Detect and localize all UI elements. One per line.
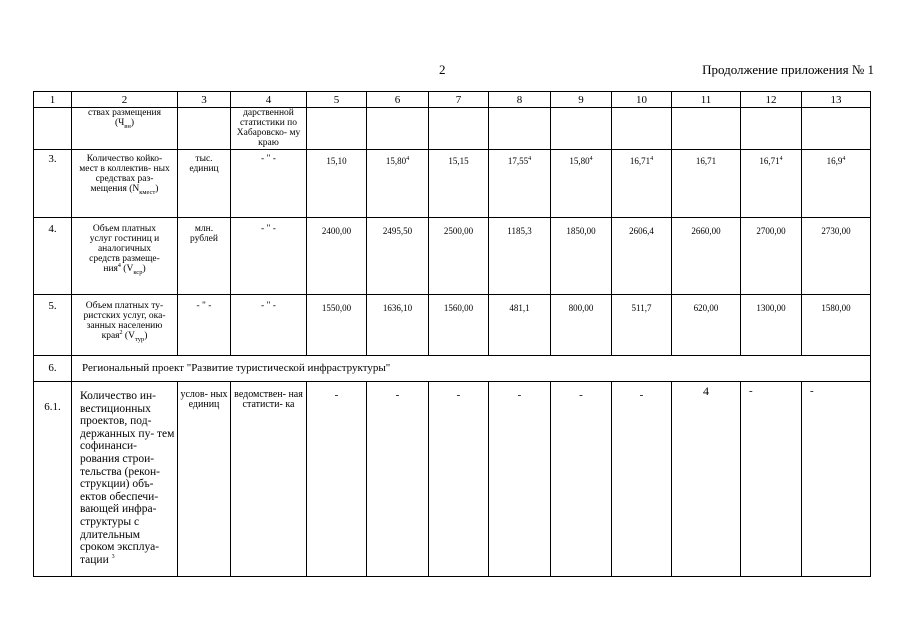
unit-cell: - " -	[178, 295, 231, 356]
description-cell: ствах размещения $(Ч_{вн})$	[72, 108, 178, 150]
value-cell: 2700,00	[741, 218, 802, 295]
value-cell	[429, 108, 489, 150]
column-number-row	[34, 92, 871, 108]
column-header: 9	[551, 92, 612, 108]
row-number-cell: 5.	[34, 295, 72, 356]
value-cell: 16,9$^4$	[802, 150, 871, 218]
unit-cell: тыс. единиц	[178, 150, 231, 218]
value-cell: 16,71$^4$	[612, 150, 672, 218]
value-cell: 2730,00	[802, 218, 871, 295]
description-cell: Объем платных ту- ристских услуг, ока- занных населению края$^2$ $(V_{тур})$	[72, 295, 178, 356]
value-cell: -	[551, 382, 612, 577]
value-cell: 17,55$^4$	[489, 150, 551, 218]
value-cell: -	[612, 382, 672, 577]
value-cell: 511,7	[612, 295, 672, 356]
value-cell: 16,71$^4$	[741, 150, 802, 218]
value-cell: 1550,00	[307, 295, 367, 356]
description-cell: Объем платных услуг гостиниц и аналогичных средств размеще- ния$^4$ $(V_{кср})$	[72, 218, 178, 295]
description-cell: Количество койко- мест в коллектив- ных средствах раз- мещения $(N_{кмест})$	[72, 150, 178, 218]
value-cell: 1560,00	[429, 295, 489, 356]
column-header: 12	[741, 92, 802, 108]
column-header: 3	[178, 92, 231, 108]
column-header: 13	[802, 92, 871, 108]
value-cell: -	[307, 382, 367, 577]
column-header: 4	[231, 92, 307, 108]
value-cell	[741, 108, 802, 150]
unit-cell: услов- ных единиц	[178, 382, 231, 577]
column-header: 10	[612, 92, 672, 108]
row-number-cell: 4.	[34, 218, 72, 295]
row-number-cell: 3.	[34, 150, 72, 218]
value-cell: -	[367, 382, 429, 577]
value-cell: 1636,10	[367, 295, 429, 356]
indicators-table	[33, 91, 871, 577]
table-row	[34, 108, 871, 150]
value-cell: 1850,00	[551, 218, 612, 295]
value-cell: 1300,00	[741, 295, 802, 356]
unit-cell	[178, 108, 231, 150]
table-row	[34, 218, 871, 295]
description-cell: Количество ин- вестиционных проектов, под- держанных пу- тем софинанси- рования строи- тельства (рекон- струкции) объ- ектов обеспечи- вающей инфра- структуры с длительным сроком эксплуа- тации $^3$	[72, 382, 178, 577]
column-header: 6	[367, 92, 429, 108]
value-cell: 15,10	[307, 150, 367, 218]
value-cell: 2400,00	[307, 218, 367, 295]
row-number-cell	[34, 108, 72, 150]
value-cell: -	[741, 382, 802, 577]
value-cell	[367, 108, 429, 150]
value-cell: 15,80$^4$	[551, 150, 612, 218]
value-cell	[551, 108, 612, 150]
page-number: 2	[439, 62, 446, 77]
section-title: Региональный проект "Развитие туристической инфраструктуры"	[72, 356, 871, 382]
table-row	[34, 382, 871, 577]
value-cell: -	[489, 382, 551, 577]
source-cell: ведомствен- ная статисти- ка	[231, 382, 307, 577]
source-cell: - " -	[231, 150, 307, 218]
value-cell: 2495,50	[367, 218, 429, 295]
unit-cell: млн. рублей	[178, 218, 231, 295]
column-header: 5	[307, 92, 367, 108]
value-cell: 800,00	[551, 295, 612, 356]
value-cell: 2500,00	[429, 218, 489, 295]
value-cell	[802, 108, 871, 150]
value-cell: 2606,4	[612, 218, 672, 295]
table-row	[34, 150, 871, 218]
row-number-cell: 6.	[34, 356, 72, 382]
value-cell: 1185,3	[489, 218, 551, 295]
value-cell: 1580,00	[802, 295, 871, 356]
value-cell: 15,80$^4$	[367, 150, 429, 218]
column-header: 1	[34, 92, 72, 108]
value-cell: -	[429, 382, 489, 577]
source-cell: - " -	[231, 218, 307, 295]
column-header: 2	[72, 92, 178, 108]
value-cell: 620,00	[672, 295, 741, 356]
value-cell: -	[802, 382, 871, 577]
column-header: 7	[429, 92, 489, 108]
value-cell	[489, 108, 551, 150]
value-cell: 2660,00	[672, 218, 741, 295]
continuation-label: Продолжение приложения № 1	[702, 62, 874, 77]
value-cell: 481,1	[489, 295, 551, 356]
column-header: 11	[672, 92, 741, 108]
value-cell: 15,15	[429, 150, 489, 218]
value-cell: 16,71	[672, 150, 741, 218]
column-header: 8	[489, 92, 551, 108]
value-cell	[307, 108, 367, 150]
source-cell: - " -	[231, 295, 307, 356]
value-cell: 4	[672, 382, 741, 577]
value-cell	[672, 108, 741, 150]
table-row	[34, 356, 871, 382]
source-cell: дарственной статистики по Хабаровско- му краю	[231, 108, 307, 150]
value-cell	[612, 108, 672, 150]
table-row	[34, 295, 871, 356]
row-number-cell: 6.1.	[34, 382, 72, 577]
